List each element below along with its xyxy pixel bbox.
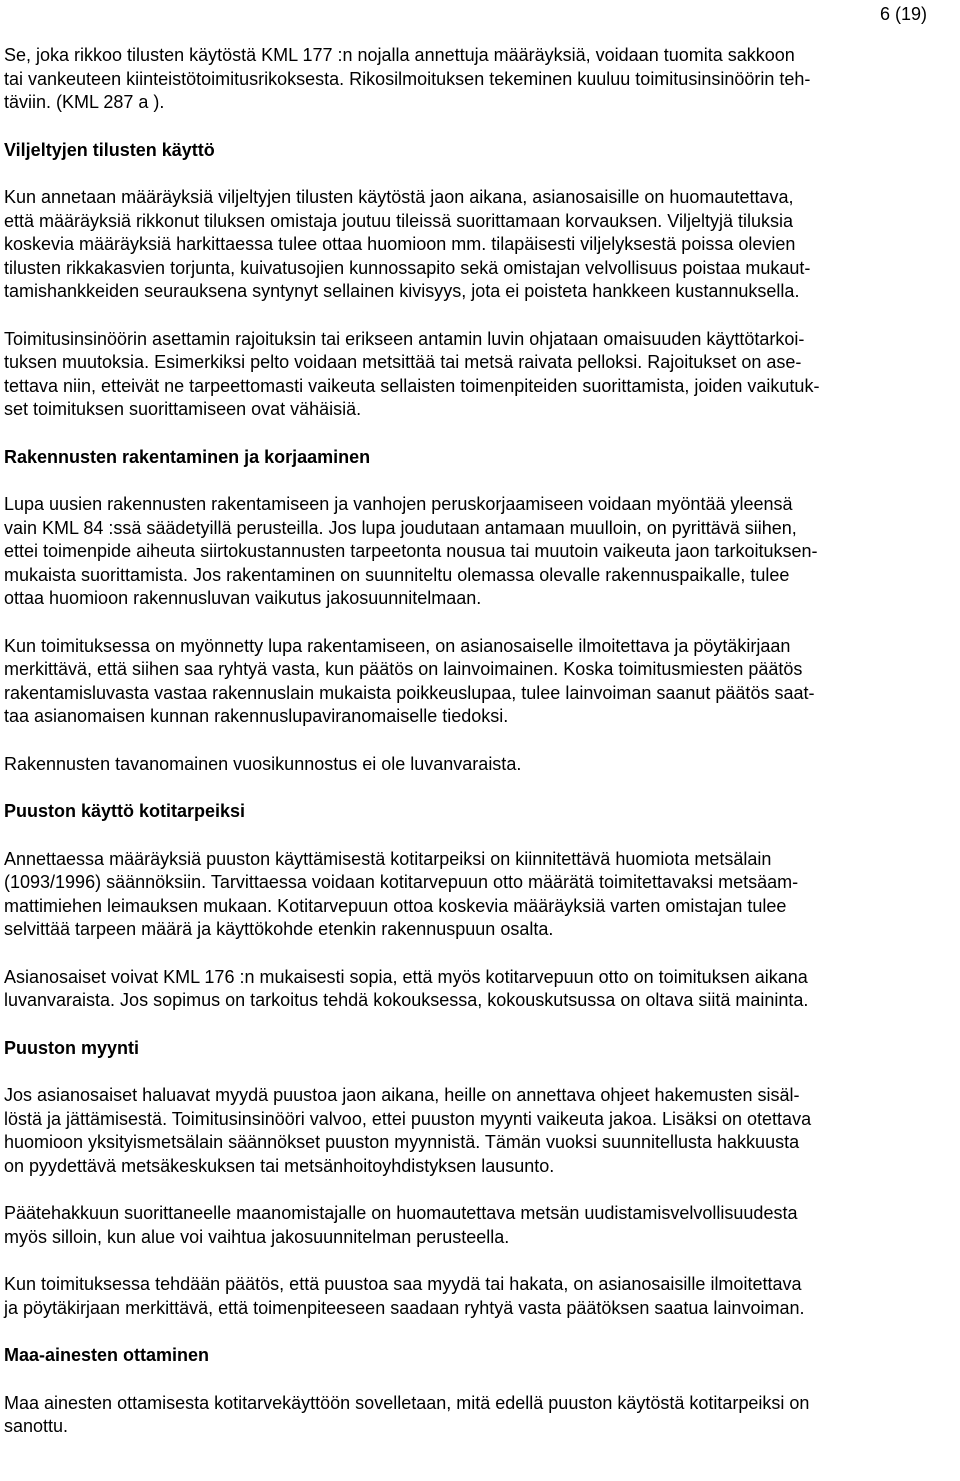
paragraph: Kun annetaan määräyksiä viljeltyjen tilusten käytöstä jaon aikana, asianosaisille on huomautettava, että määräyksiä rikkonut tiluksen omistaja joutuu tileissä suorittamaan korvauksen. Viljeltyjä tiluksia koskevia määräyksiä harkittaessa tulee ottaa huomioon mm. tilapäisesti viljelyksestä poissa olevien tilusten rikkakasvien torjunta, kuivatusojien kunnossapito sekä omistajan velvollisuus poistaa mukaut- tamishankkeiden seurauksena syntynyt sellainen kivisyys, jota ei poisteta hankkeen kustannuksella. — [4, 187, 811, 301]
document-body — [4, 44, 958, 1439]
section-heading: Puuston myynti — [4, 1037, 140, 1058]
paragraph: Asianosaiset voivat KML 176 :n mukaisesti sopia, että myös kotitarvepuun otto on toimituksen aikana luvanvaraista. Jos sopimus on tarkoitus tehdä kokouksessa, kokouskutsussa on oltava siitä maininta. — [4, 966, 809, 1010]
section-heading: Puuston käyttö kotitarpeiksi — [4, 801, 246, 821]
paragraph: Jos asianosaiset haluavat myydä puustoa jaon aikana, heille on annettava ohjeet hakemusten sisäl- löstä ja jättämisestä. Toimitusinsinööri valvoo, ettei puuston myynti vaikeuta jakoa. Lisäksi on otettava huomioon yksityismetsälain säännökset puuston myynnistä. Tämän vuoksi suunnitellusta hakkuusta on pyydettävä metsäkeskuksen tai metsänhoitoyhdistyksen lausunto. — [4, 1085, 812, 1176]
section-heading: Viljeltyjen tilusten käyttö — [4, 139, 215, 160]
page-number: 6 (19) — [879, 4, 927, 24]
section-heading: Rakennusten rakentaminen ja korjaaminen — [4, 446, 371, 467]
paragraph: Maa ainesten ottamisesta kotitarvekäyttöön sovelletaan, mitä edellä puuston käytöstä kotitarpeiksi on sanottu. — [4, 1392, 810, 1436]
paragraph: Annettaessa määräyksiä puuston käyttämisestä kotitarpeiksi on kiinnitettävä huomiota metsälain (1093/1996) säännöksiin. Tarvittaessa voidaan kotitarvepuun otto määrätä toimitettavaksi metsäam- mattimiehen leimauksen mukaan. Kotitarvepuun ottoa koskevia määräyksiä varten omistajan tulee selvittää tarpeen määrä ja käyttökohde etenkin rakennuspuun osalta. — [4, 848, 799, 939]
paragraph: Päätehakkuun suorittaneelle maanomistajalle on huomautettava metsän uudistamisvelvollisuudesta myös silloin, kun alue voi vaihtua jakosuunnitelman perusteella. — [4, 1203, 798, 1247]
section-heading: Maa-ainesten ottaminen — [4, 1345, 210, 1365]
paragraph: Kun toimituksessa tehdään päätös, että puustoa saa myydä tai hakata, on asianosaisille ilmoitettava ja pöytäkirjaan merkittävä, että toimenpiteeseen saadaan ryhtyä vasta päätöksen saatua lainvoiman. — [4, 1274, 805, 1318]
paragraph: Kun toimituksessa on myönnetty lupa rakentamiseen, on asianosaiselle ilmoitettava ja pöytäkirjaan merkittävä, että siihen saa ryhtyä vasta, kun päätös on lainvoimainen. Koska toimitusmiesten päätös rakentamisluvasta vastaa rakennuslain mukaista poikkeuslupaa, tulee lainvoiman saanut päätös saat- taa asianomaisen kunnan rakennuslupaviranomaiselle tiedoksi. — [4, 635, 815, 726]
paragraph: Lupa uusien rakennusten rakentamiseen ja vanhojen peruskorjaamiseen voidaan myöntää yleensä vain KML 84 :ssä säädetyillä perusteilla. Jos lupa joudutaan antamaan muulloin, on pyrittävä siihen, ettei toimenpide aiheuta siirtokustannusten tarpeetonta nousua tai muutoin vaikeuta jaon tarkoituksen- mukaista suorittamista. Jos rakentaminen on suunniteltu olemassa olevalle rakennuspaikalle, tulee ottaa huomioon rakennusluvan vaikutus jakosuunnitelmaan. — [4, 494, 818, 608]
paragraph: Rakennusten tavanomainen vuosikunnostus ei ole luvanvaraista. — [4, 753, 522, 774]
paragraph: Toimitusinsinöörin asettamin rajoituksin tai erikseen antamin luvin ohjataan omaisuuden käyttötarkoi- tuksen muutoksia. Esimerkiksi pelto voidaan metsittää tai metsä raivata pelloksi. Rajoitukset on ase- tettava niin, etteivät ne tarpeettomasti vaikeuta sellaisten toimenpiteiden suorittamista, joiden vaikutuk- set toimituksen suorittamiseen ovat vähäisiä. — [4, 328, 820, 419]
paragraph: Se, joka rikkoo tilusten käytöstä KML 177 :n nojalla annettuja määräyksiä, voidaan tuomita sakkoon tai vankeuteen kiinteistötoimitusrikoksesta. Rikosilmoituksen tekeminen kuuluu toimitusinsinöörin teh- täviin. (KML 287 a ). — [4, 45, 811, 112]
